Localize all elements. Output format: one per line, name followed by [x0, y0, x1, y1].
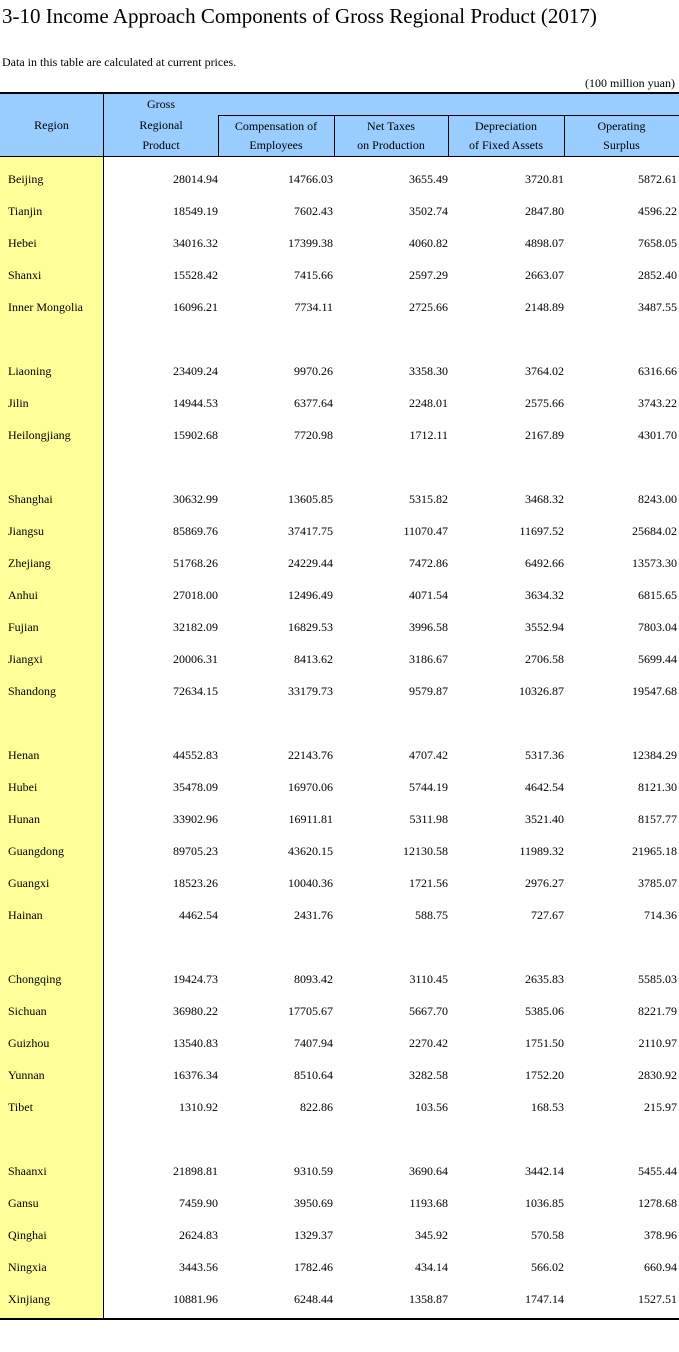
header-grp-line2: Regional [139, 118, 183, 132]
value-cell: 36980.22 [173, 1004, 218, 1018]
table-row [0, 381, 679, 413]
value-cell: 6248.44 [294, 1292, 333, 1306]
value-cell: 3282.58 [409, 1068, 448, 1082]
value-cell: 10326.87 [519, 684, 564, 698]
value-cell: 3468.32 [525, 492, 564, 506]
value-cell: 1329.37 [294, 1228, 333, 1242]
value-cell: 822.86 [300, 1100, 333, 1114]
value-cell: 4462.54 [179, 908, 218, 922]
value-cell: 6815.65 [638, 588, 677, 602]
value-cell: 1310.92 [179, 1100, 218, 1114]
value-cell: 9970.26 [294, 364, 333, 378]
value-cell: 2635.83 [525, 972, 564, 986]
value-cell: 2248.01 [409, 396, 448, 410]
value-cell: 18523.26 [173, 876, 218, 890]
value-cell: 434.14 [415, 1260, 448, 1274]
table-row [0, 1149, 679, 1181]
value-cell: 7472.86 [409, 556, 448, 570]
value-cell: 3785.07 [638, 876, 677, 890]
region-cell: Hebei [8, 236, 37, 250]
value-cell: 35478.09 [173, 780, 218, 794]
value-cell: 103.56 [415, 1100, 448, 1114]
region-cell: Fujian [8, 620, 39, 634]
region-cell: Guizhou [8, 1036, 50, 1050]
value-cell: 1782.46 [294, 1260, 333, 1274]
value-cell: 2110.97 [638, 1036, 677, 1050]
value-cell: 16376.34 [173, 1068, 218, 1082]
value-cell: 21965.18 [632, 844, 677, 858]
value-cell: 16970.06 [288, 780, 333, 794]
header-compensation [218, 94, 334, 156]
value-cell: 3743.22 [638, 396, 677, 410]
header-separator [564, 115, 565, 156]
value-cell: 5311.98 [409, 812, 448, 826]
region-cell: Guangdong [8, 844, 64, 858]
header-net-taxes-line1: Net Taxes [334, 115, 448, 137]
value-cell: 1751.50 [525, 1036, 564, 1050]
value-cell: 15528.42 [173, 268, 218, 282]
value-cell: 2847.80 [525, 204, 564, 218]
table-row [0, 541, 679, 573]
value-cell: 7803.04 [638, 620, 677, 634]
region-cell: Zhejiang [8, 556, 51, 570]
value-cell: 1752.20 [525, 1068, 564, 1082]
value-cell: 570.58 [531, 1228, 564, 1242]
header-depreciation [448, 94, 564, 156]
value-cell: 2148.89 [525, 300, 564, 314]
value-cell: 11697.52 [519, 524, 564, 538]
value-cell: 13605.85 [288, 492, 333, 506]
value-cell: 11989.32 [519, 844, 564, 858]
header-compensation-line2: Employees [249, 138, 303, 152]
value-cell: 2597.29 [409, 268, 448, 282]
header-separator [218, 115, 219, 156]
value-cell: 7459.90 [179, 1196, 218, 1210]
value-cell: 3502.74 [409, 204, 448, 218]
value-cell: 215.97 [644, 1100, 677, 1114]
table-row [0, 1085, 679, 1117]
value-cell: 43620.15 [288, 844, 333, 858]
value-cell: 15902.68 [173, 428, 218, 442]
value-cell: 168.53 [531, 1100, 564, 1114]
value-cell: 1036.85 [525, 1196, 564, 1210]
table-row [0, 989, 679, 1021]
table-row [0, 669, 679, 701]
value-cell: 8093.42 [294, 972, 333, 986]
value-cell: 7658.05 [638, 236, 677, 250]
value-cell: 5317.36 [525, 748, 564, 762]
value-cell: 1278.68 [638, 1196, 677, 1210]
value-cell: 10881.96 [173, 1292, 218, 1306]
region-cell: Hainan [8, 908, 43, 922]
value-cell: 1721.56 [409, 876, 448, 890]
value-cell: 3655.49 [409, 172, 448, 186]
header-depreciation-line2: of Fixed Assets [468, 138, 543, 152]
value-cell: 727.67 [531, 908, 564, 922]
region-cell: Hunan [8, 812, 40, 826]
value-cell: 19424.73 [173, 972, 218, 986]
region-cell: Shandong [8, 684, 56, 698]
value-cell: 2725.66 [409, 300, 448, 314]
region-cell: Inner Mongolia [8, 300, 83, 314]
value-cell: 2830.92 [638, 1068, 677, 1082]
value-cell: 588.75 [415, 908, 448, 922]
value-cell: 2167.89 [525, 428, 564, 442]
value-cell: 3487.55 [638, 300, 677, 314]
value-cell: 14944.53 [173, 396, 218, 410]
region-cell: Qinghai [8, 1228, 47, 1242]
value-cell: 4071.54 [409, 588, 448, 602]
value-cell: 13540.83 [173, 1036, 218, 1050]
region-cell: Henan [8, 748, 40, 762]
value-cell: 2852.40 [638, 268, 677, 282]
value-cell: 30632.99 [173, 492, 218, 506]
value-cell: 17399.38 [288, 236, 333, 250]
table-row [0, 413, 679, 445]
header-grp-line1: Gross [146, 97, 175, 111]
table-row [0, 605, 679, 637]
table-row [0, 861, 679, 893]
value-cell: 33902.96 [173, 812, 218, 826]
region-cell: Shanghai [8, 492, 53, 506]
value-cell: 85869.76 [173, 524, 218, 538]
value-cell: 14766.03 [288, 172, 333, 186]
table-row [0, 893, 679, 925]
value-cell: 4707.42 [409, 748, 448, 762]
value-cell: 17705.67 [288, 1004, 333, 1018]
value-cell: 3634.32 [525, 588, 564, 602]
value-cell: 2270.42 [409, 1036, 448, 1050]
table-row [0, 573, 679, 605]
value-cell: 2663.07 [525, 268, 564, 282]
table-row [0, 477, 679, 509]
value-cell: 18549.19 [173, 204, 218, 218]
value-cell: 12384.29 [632, 748, 677, 762]
value-cell: 16911.81 [288, 812, 333, 826]
header-region-label: Region [34, 118, 69, 132]
value-cell: 3110.45 [409, 972, 448, 986]
value-cell: 5585.03 [638, 972, 677, 986]
value-cell: 4642.54 [525, 780, 564, 794]
table-row [0, 1213, 679, 1245]
value-cell: 1527.51 [638, 1292, 677, 1306]
value-cell: 22143.76 [288, 748, 333, 762]
value-cell: 8510.64 [294, 1068, 333, 1082]
header-separator [448, 115, 449, 156]
value-cell: 25684.02 [632, 524, 677, 538]
value-cell: 2976.27 [525, 876, 564, 890]
value-cell: 19547.68 [632, 684, 677, 698]
table-header [0, 94, 679, 157]
value-cell: 24229.44 [288, 556, 333, 570]
value-cell: 1193.68 [409, 1196, 448, 1210]
value-cell: 3186.67 [409, 652, 448, 666]
value-cell: 3358.30 [409, 364, 448, 378]
region-cell: Ningxia [8, 1260, 47, 1274]
region-cell: Guangxi [8, 876, 50, 890]
region-cell: Beijing [8, 172, 44, 186]
value-cell: 6492.66 [525, 556, 564, 570]
value-cell: 10040.36 [288, 876, 333, 890]
header-region [0, 94, 103, 156]
value-cell: 5667.70 [409, 1004, 448, 1018]
header-operating-surplus [564, 94, 679, 156]
value-cell: 4301.70 [638, 428, 677, 442]
value-cell: 4898.07 [525, 236, 564, 250]
region-cell: Liaoning [8, 364, 52, 378]
value-cell: 16829.53 [288, 620, 333, 634]
table-note: Data in this table are calculated at current prices. [2, 55, 237, 69]
region-cell: Heilongjiang [8, 428, 71, 442]
table-row [0, 189, 679, 221]
value-cell: 8221.79 [638, 1004, 677, 1018]
region-cell: Jilin [8, 396, 29, 410]
value-cell: 3720.81 [525, 172, 564, 186]
value-cell: 5455.44 [638, 1164, 677, 1178]
region-cell: Anhui [8, 588, 38, 602]
value-cell: 5699.44 [638, 652, 677, 666]
value-cell: 3521.40 [525, 812, 564, 826]
region-cell: Hubei [8, 780, 38, 794]
region-cell: Sichuan [8, 1004, 47, 1018]
table-row [0, 221, 679, 253]
value-cell: 11070.47 [403, 524, 448, 538]
region-cell: Yunnan [8, 1068, 45, 1082]
table-row [0, 1181, 679, 1213]
value-cell: 13573.30 [632, 556, 677, 570]
value-cell: 89705.23 [173, 844, 218, 858]
value-cell: 714.36 [644, 908, 677, 922]
value-cell: 660.94 [644, 1260, 677, 1274]
region-cell: Tibet [8, 1100, 33, 1114]
value-cell: 8243.00 [638, 492, 677, 506]
region-cell: Jiangxi [8, 652, 43, 666]
value-cell: 7415.66 [294, 268, 333, 282]
value-cell: 3950.69 [294, 1196, 333, 1210]
header-grp-line3: Product [142, 138, 180, 152]
table-row [0, 1021, 679, 1053]
value-cell: 51768.26 [173, 556, 218, 570]
value-cell: 1712.11 [409, 428, 448, 442]
value-cell: 378.96 [644, 1228, 677, 1242]
table-row [0, 349, 679, 381]
value-cell: 16096.21 [173, 300, 218, 314]
table-row [0, 509, 679, 541]
region-cell: Chongqing [8, 972, 62, 986]
value-cell: 21898.81 [173, 1164, 218, 1178]
table-row [0, 253, 679, 285]
value-cell: 32182.09 [173, 620, 218, 634]
region-cell: Tianjin [8, 204, 43, 218]
unit-label: (100 million yuan) [585, 76, 675, 90]
region-cell: Jiangsu [8, 524, 44, 538]
value-cell: 3443.56 [179, 1260, 218, 1274]
value-cell: 37417.75 [288, 524, 333, 538]
table-row [0, 637, 679, 669]
value-cell: 3442.14 [525, 1164, 564, 1178]
header-separator [334, 115, 335, 156]
value-cell: 2706.58 [525, 652, 564, 666]
value-cell: 8413.62 [294, 652, 333, 666]
value-cell: 44552.83 [173, 748, 218, 762]
value-cell: 12496.49 [288, 588, 333, 602]
value-cell: 3996.58 [409, 620, 448, 634]
value-cell: 3552.94 [525, 620, 564, 634]
table-row [0, 733, 679, 765]
table-row [0, 1053, 679, 1085]
value-cell: 33179.73 [288, 684, 333, 698]
value-cell: 7407.94 [294, 1036, 333, 1050]
value-cell: 7720.98 [294, 428, 333, 442]
value-cell: 4596.22 [638, 204, 677, 218]
header-net-taxes-line2: on Production [357, 138, 425, 152]
value-cell: 345.92 [415, 1228, 448, 1242]
value-cell: 5315.82 [409, 492, 448, 506]
value-cell: 27018.00 [173, 588, 218, 602]
region-cell: Gansu [8, 1196, 39, 1210]
table-row [0, 1277, 679, 1309]
value-cell: 2431.76 [294, 908, 333, 922]
header-operating-surplus-line1: Operating [564, 115, 679, 137]
table-row [0, 285, 679, 317]
value-cell: 3764.02 [525, 364, 564, 378]
value-cell: 7602.43 [294, 204, 333, 218]
region-cell: Shaanxi [8, 1164, 47, 1178]
value-cell: 8157.77 [638, 812, 677, 826]
value-cell: 2624.83 [179, 1228, 218, 1242]
value-cell: 8121.30 [638, 780, 677, 794]
value-cell: 28014.94 [173, 172, 218, 186]
region-cell: Xinjiang [8, 1292, 50, 1306]
value-cell: 7734.11 [294, 300, 333, 314]
value-cell: 1358.87 [409, 1292, 448, 1306]
value-cell: 5385.06 [525, 1004, 564, 1018]
value-cell: 12130.58 [403, 844, 448, 858]
value-cell: 6377.64 [294, 396, 333, 410]
value-cell: 72634.15 [173, 684, 218, 698]
value-cell: 1747.14 [525, 1292, 564, 1306]
table-row [0, 157, 679, 189]
table-row [0, 797, 679, 829]
value-cell: 20006.31 [173, 652, 218, 666]
header-operating-surplus-line2: Surplus [603, 138, 640, 152]
header-depreciation-line1: Depreciation [448, 115, 564, 137]
table-row [0, 765, 679, 797]
header-compensation-line1: Compensation of [218, 115, 334, 137]
value-cell: 9579.87 [409, 684, 448, 698]
value-cell: 9310.59 [294, 1164, 333, 1178]
table-row [0, 1245, 679, 1277]
value-cell: 34016.32 [173, 236, 218, 250]
value-cell: 5744.19 [409, 780, 448, 794]
value-cell: 4060.82 [409, 236, 448, 250]
value-cell: 2575.66 [525, 396, 564, 410]
value-cell: 5872.61 [638, 172, 677, 186]
value-cell: 6316.66 [638, 364, 677, 378]
header-grp [104, 94, 218, 156]
page-title: 3-10 Income Approach Components of Gross Regional Product (2017) [2, 4, 597, 28]
value-cell: 23409.24 [173, 364, 218, 378]
value-cell: 566.02 [531, 1260, 564, 1274]
region-cell: Shanxi [8, 268, 42, 282]
value-cell: 3690.64 [409, 1164, 448, 1178]
table-row [0, 829, 679, 861]
table-row [0, 957, 679, 989]
header-net-taxes [334, 94, 448, 156]
table-bottom-rule [0, 1318, 679, 1320]
